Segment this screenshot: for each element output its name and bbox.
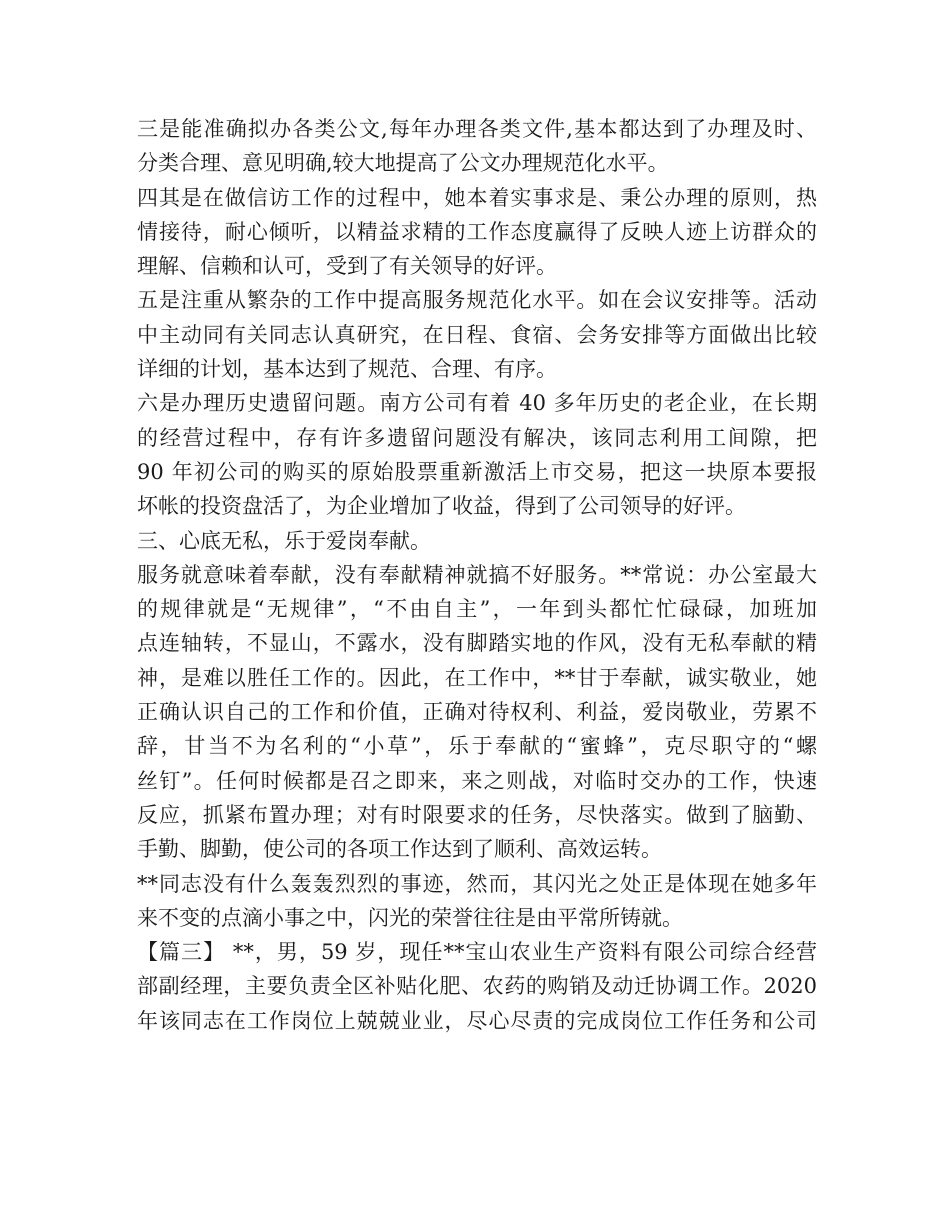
text-line: 正确认识自己的工作和价值，正确对待权利、利益，爱岗敬业，劳累不 bbox=[137, 700, 817, 725]
text-line: 三、心底无私，乐于爱岗奉献。 bbox=[137, 528, 431, 553]
text-line: 中主动同有关同志认真研究，在日程、食宿、会务安排等方面做出比较 bbox=[137, 322, 817, 347]
text-line: 坏帐的投资盘活了，为企业增加了收益，得到了公司领导的好评。 bbox=[137, 494, 746, 519]
text-line: 部副经理，主要负责全区补贴化肥、农药的购销及动迁协调工作。2020 bbox=[137, 974, 817, 999]
text-line: 情接待，耐心倾听，以精益求精的工作态度赢得了反映人迹上访群众的 bbox=[137, 219, 817, 244]
document-body bbox=[137, 112, 817, 1038]
text-line: 90 年初公司的购买的原始股票重新激活上市交易，把这一块原本要报 bbox=[137, 459, 817, 484]
text-line: **同志没有什么轰轰烈烈的事迹，然而，其闪光之处正是体现在她多年 bbox=[137, 871, 817, 896]
text-line: 手勤、脚勤，使公司的各项工作达到了顺利、高效运转。 bbox=[137, 837, 662, 862]
text-line: 年该同志在工作岗位上兢兢业业，尽心尽责的完成岗位工作任务和公司 bbox=[137, 1008, 817, 1033]
text-line: 分类合理、意见明确,较大地提高了公文办理规范化水平。 bbox=[137, 151, 669, 176]
text-line: 三是能准确拟办各类公文,每年办理各类文件,基本都达到了办理及时、 bbox=[137, 117, 817, 141]
text-line: 点连轴转，不显山，不露水，没有脚踏实地的作风，没有无私奉献的精 bbox=[137, 631, 817, 656]
text-line: 神，是难以胜任工作的。因此，在工作中，**甘于奉献，诚实敬业，她 bbox=[137, 665, 817, 690]
text-line: 理解、信赖和认可，受到了有关领导的好评。 bbox=[137, 254, 557, 279]
text-line: 来不变的点滴小事之中，闪光的荣誉往往是由平常所铸就。 bbox=[137, 905, 683, 930]
text-line: 六是办理历史遗留问题。南方公司有着 40 多年历史的老企业，在长期 bbox=[137, 391, 817, 416]
text-line: 四其是在做信访工作的过程中，她本着实事求是、秉公办理的原则，热 bbox=[137, 185, 817, 210]
text-line: 辞，甘当不为名利的“小草”，乐于奉献的“蜜蜂”，克尽职守的“螺 bbox=[137, 734, 817, 759]
text-line: 【篇三】 **，男，59 岁，现任**宝山农业生产资料有限公司综合经营 bbox=[137, 940, 817, 965]
text-line: 详细的计划，基本达到了规范、合理、有序。 bbox=[137, 357, 557, 382]
text-line: 的经营过程中，存有许多遗留问题没有解决，该同志利用工间隙，把 bbox=[137, 425, 817, 450]
text-line: 丝钉”。任何时候都是召之即来，来之则战，对临时交办的工作，快速 bbox=[137, 768, 817, 793]
text-line: 五是注重从繁杂的工作中提高服务规范化水平。如在会议安排等。活动 bbox=[137, 288, 817, 313]
text-line: 服务就意味着奉献，没有奉献精神就搞不好服务。**常说：办公室最大 bbox=[137, 562, 817, 587]
text-line: 的规律就是“无规律”，“不由自主”，一年到头都忙忙碌碌，加班加 bbox=[137, 597, 817, 622]
text-line: 反应，抓紧布置办理；对有时限要求的任务，尽快落实。做到了脑勤、 bbox=[137, 802, 817, 827]
